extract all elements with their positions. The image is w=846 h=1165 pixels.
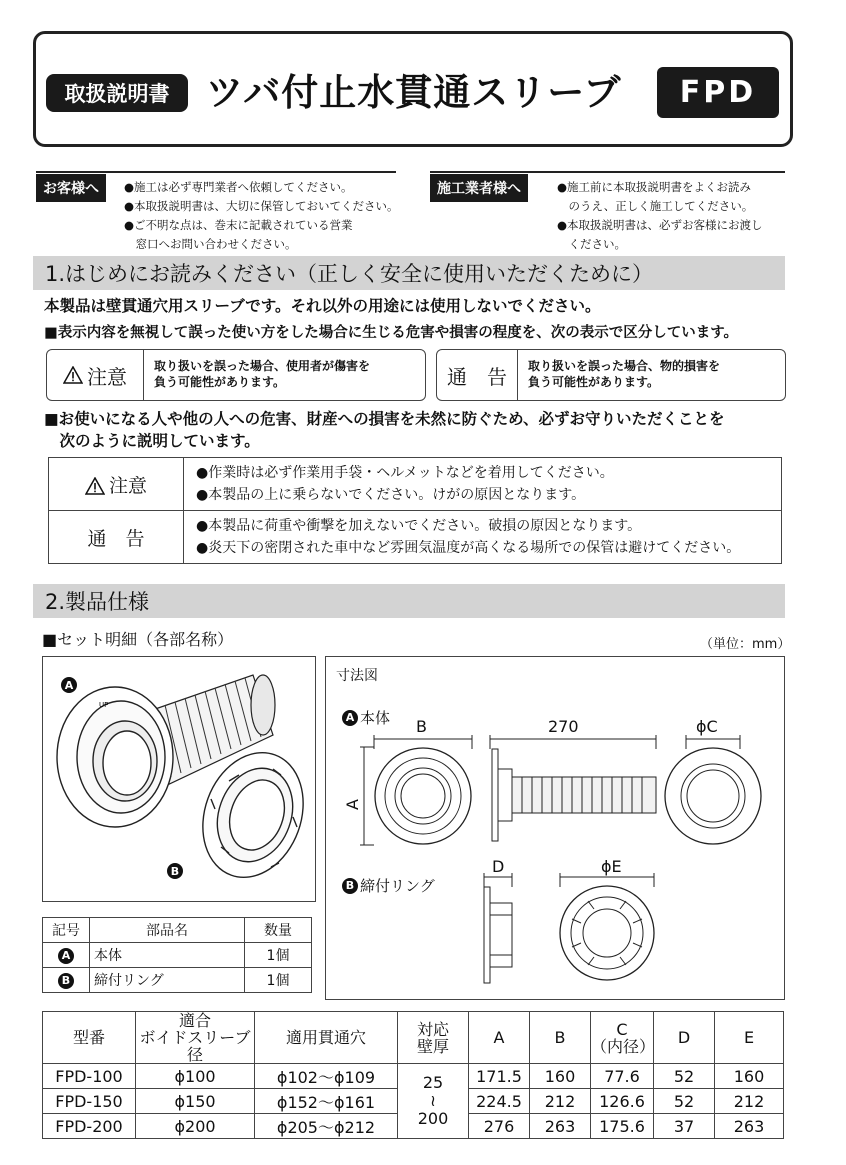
up-mark: UP (99, 701, 109, 709)
spec-cell-b: 160 (530, 1064, 591, 1089)
sleeve-illustration (43, 657, 315, 901)
parts-row-a (43, 943, 312, 968)
spec-cell-a: 276 (469, 1114, 530, 1139)
caution-legend-box (46, 349, 426, 401)
spec-cell-hole: ϕ205〜ϕ212 (255, 1114, 398, 1139)
parts-header-symbol: 記号 (43, 918, 90, 943)
classification-note: ■表示内容を無視して誤った使い方をした場合に生じる危害や損害の程度を、次の表示で区分しています。 (44, 325, 739, 341)
dim-phic-label: ϕC (696, 717, 718, 736)
part-a-symbol: A (58, 948, 74, 964)
spec-cell-hole: ϕ102〜ϕ109 (255, 1064, 398, 1089)
caution-legend-desc: 取り扱いを誤った場合、使用者が傷害を 負う可能性があります。 (154, 359, 371, 389)
model-badge: FPD (657, 67, 779, 118)
parts-header-qty: 数量 (245, 918, 312, 943)
parts-header-name: 部品名 (90, 918, 245, 943)
spec-cell-sleeve: ϕ150 (136, 1089, 255, 1114)
spec-header-a: A (469, 1012, 530, 1064)
product-illustration (42, 656, 316, 902)
drawing-part-b-label: B 締付リング (342, 875, 435, 896)
manual-badge: 取扱説明書 (46, 74, 188, 112)
safety-caution-label: 注意 (49, 458, 184, 511)
part-b-name: 締付リング (90, 968, 245, 993)
spec-cell-e: 160 (715, 1064, 784, 1089)
spec-cell-d: 37 (654, 1114, 715, 1139)
spec-cell-sleeve: ϕ100 (136, 1064, 255, 1089)
installer-notice-rule (430, 171, 785, 173)
spec-cell-c: 175.6 (591, 1114, 654, 1139)
spec-row (43, 1064, 784, 1089)
dim-phie-label: ϕE (601, 857, 622, 876)
spec-cell-model: FPD-150 (43, 1089, 136, 1114)
part-a-name: 本体 (90, 943, 245, 968)
warning-triangle-icon (85, 477, 105, 495)
notice-legend-desc: 取り扱いを誤った場合、物的損害を 負う可能性があります。 (528, 359, 721, 389)
customer-notice-label: お客様へ (36, 174, 106, 202)
dim-b-label: B (416, 717, 427, 736)
warning-triangle-icon (63, 366, 83, 384)
set-detail-title: ■セット明細（各部名称） (42, 630, 234, 649)
parts-table-header (43, 918, 312, 943)
spec-header-wall: 対応 壁厚 (398, 1012, 469, 1064)
part-b-symbol: B (58, 973, 74, 989)
dimension-lines (326, 657, 784, 999)
spec-header-sleeve: 適合 ボイドスリーブ径 (136, 1012, 255, 1064)
spec-cell-a: 224.5 (469, 1089, 530, 1114)
page-title: ツバ付止水貫通スリーブ (206, 71, 622, 114)
dim-d-label: D (492, 857, 505, 876)
safety-notice-label: 通 告 (49, 511, 184, 564)
spec-cell-e: 263 (715, 1114, 784, 1139)
part-a-marker-label: A (64, 679, 74, 692)
section1-title: 1.はじめにお読みください（正しく安全に使用いただくために） (33, 256, 785, 290)
spec-header-d: D (654, 1012, 715, 1064)
spec-header-model: 型番 (43, 1012, 136, 1064)
spec-table-header (43, 1012, 784, 1064)
unit-label: （単位：mm） (700, 637, 791, 652)
spec-cell-hole: ϕ152〜ϕ161 (255, 1089, 398, 1114)
caution-legend-title: 注意 (47, 350, 144, 400)
safety-table (48, 457, 782, 564)
spec-cell-sleeve: ϕ200 (136, 1114, 255, 1139)
spec-header-c: C （内径） (591, 1012, 654, 1064)
part-b-marker-label: B (170, 865, 180, 878)
dim-a-label: A (342, 799, 362, 810)
dimension-title: 寸法図 (336, 668, 378, 684)
parts-table (42, 917, 312, 993)
dim-270-label: 270 (548, 717, 579, 736)
installer-notice-label: 施工業者様へ (430, 174, 528, 202)
customer-notice-text: ●施工は必ず専門業者へ依頼してください。 ●本取扱説明書は、大切に保管しておいてください。 ●ご不明な点は、巻末に記載されている営業 窓口へお問い合わせください。 (124, 180, 399, 251)
spec-cell-d: 52 (654, 1089, 715, 1114)
spec-cell-b: 263 (530, 1114, 591, 1139)
spec-header-hole: 適用貫通穴 (255, 1012, 398, 1064)
safety-row-notice (49, 511, 782, 564)
safety-caution-items: ●作業時は必ず作業用手袋・ヘルメットなどを着用してください。 ●本製品の上に乗らないでください。けがの原因となります。 (184, 458, 782, 511)
customer-notice-rule (36, 171, 396, 173)
spec-cell-model: FPD-200 (43, 1114, 136, 1139)
usage-statement: 本製品は壁貫通穴用スリーブです。それ以外の用途には使用しないでください。 (44, 297, 601, 315)
drawing-part-a-label: A 本体 (342, 707, 390, 728)
spec-cell-a: 171.5 (469, 1064, 530, 1089)
spec-header-e: E (715, 1012, 784, 1064)
part-b-qty: 1個 (245, 968, 312, 993)
explanation-note: ■お使いになる人や他の人への危害、財産への損害を未然に防ぐため、必ずお守りいただくことを 次のように説明しています。 (44, 410, 725, 450)
spec-cell-c: 126.6 (591, 1089, 654, 1114)
spec-cell-b: 212 (530, 1089, 591, 1114)
safety-row-caution (49, 458, 782, 511)
spec-cell-model: FPD-100 (43, 1064, 136, 1089)
notice-legend-box (436, 349, 786, 401)
notice-legend-title: 通 告 (437, 350, 518, 400)
part-a-qty: 1個 (245, 943, 312, 968)
spec-table (42, 1011, 784, 1139)
spec-cell-wall: 25 ≀ 200 (398, 1064, 469, 1139)
spec-cell-e: 212 (715, 1089, 784, 1114)
spec-header-b: B (530, 1012, 591, 1064)
safety-notice-items: ●本製品に荷重や衝撃を加えないでください。破損の原因となります。 ●炎天下の密閉された車中など雰囲気温度が高くなる場所での保管は避けてください。 (184, 511, 782, 564)
parts-row-b (43, 968, 312, 993)
dimension-drawing (325, 656, 785, 1000)
section2-title: 2.製品仕様 (33, 584, 785, 618)
spec-cell-d: 52 (654, 1064, 715, 1089)
spec-cell-c: 77.6 (591, 1064, 654, 1089)
installer-notice-text: ●施工前に本取扱説明書をよくお読み のうえ、正しく施工してください。 ●本取扱説明書は、必ずお客様にお渡し ください。 (557, 180, 763, 251)
